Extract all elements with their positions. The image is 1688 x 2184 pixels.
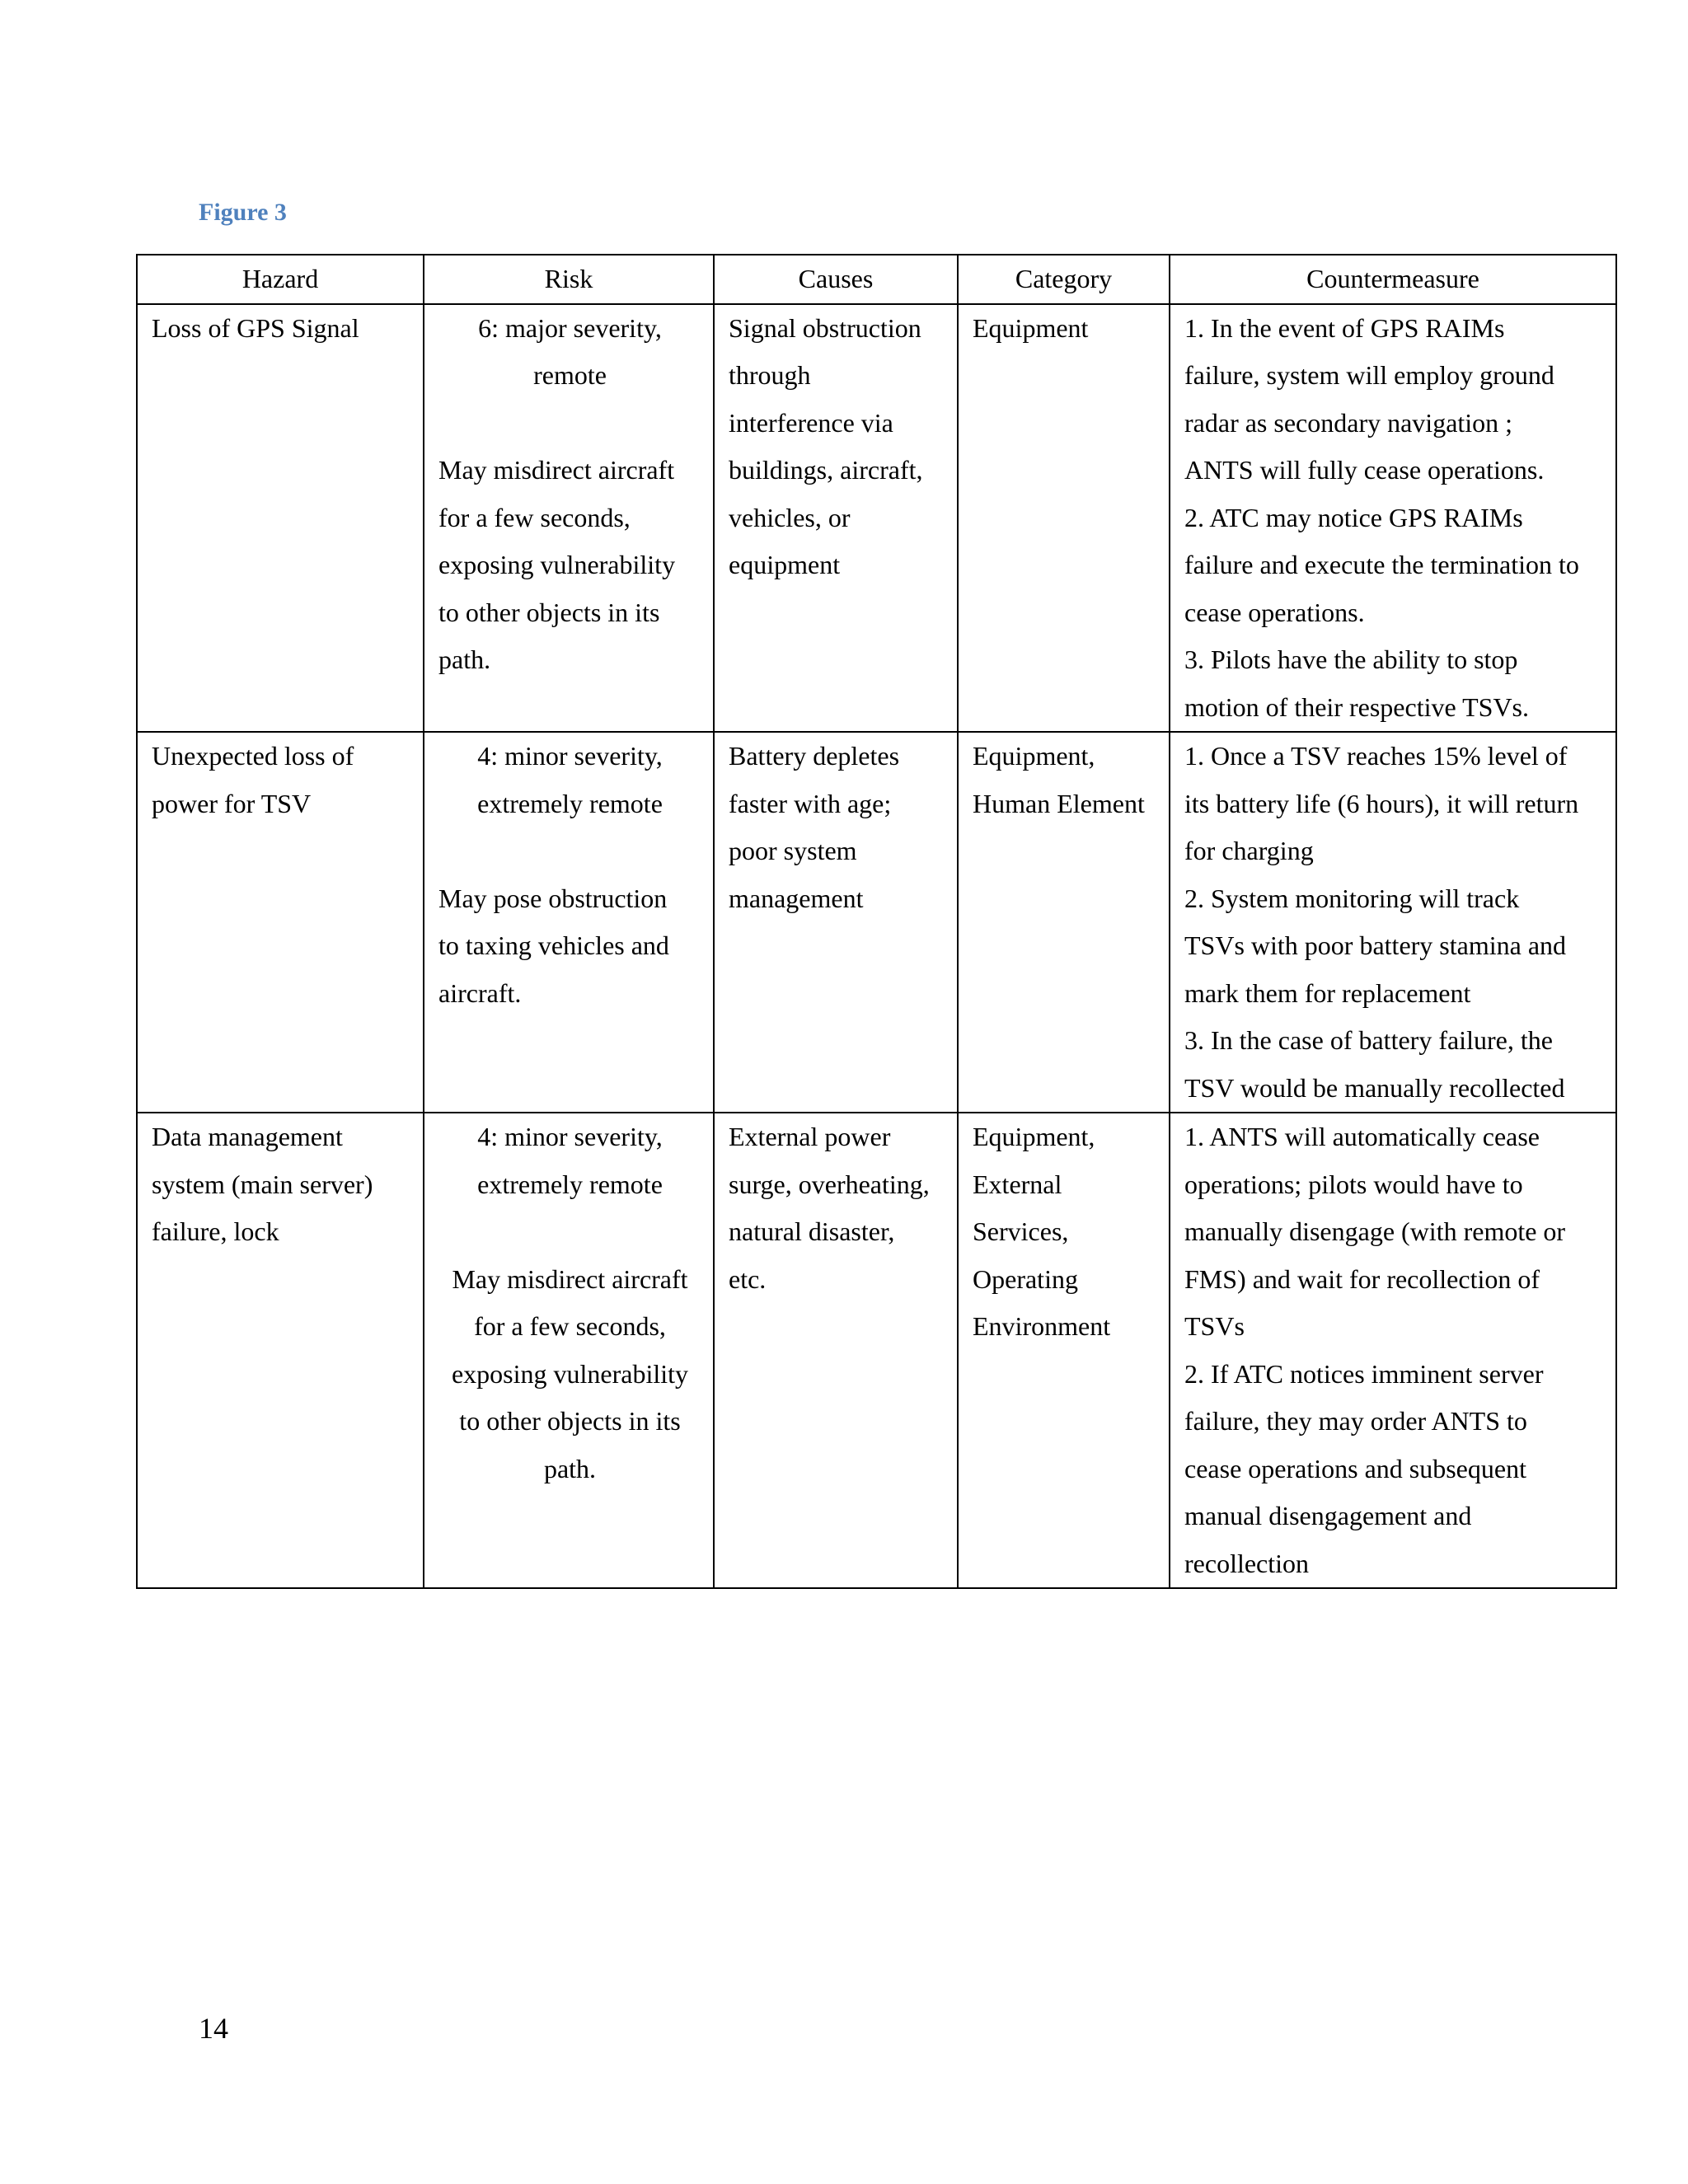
- cell-category: [958, 732, 1170, 1113]
- cell-line: operations; pilots would have to: [1184, 1169, 1523, 1199]
- cell-countermeasure: [1170, 1113, 1616, 1588]
- cell-line: for a few seconds,: [438, 502, 631, 532]
- cell-category: [958, 1113, 1170, 1588]
- cell-line: surge, overheating,: [729, 1169, 930, 1199]
- cell-line: 4: minor severity,: [477, 741, 663, 771]
- cell-causes: [714, 1113, 958, 1588]
- cell-line: system (main server): [152, 1169, 373, 1199]
- cell-line: manual disengagement and: [1184, 1501, 1472, 1530]
- cell-line: External: [973, 1169, 1062, 1199]
- cell-line: FMS) and wait for recollection of: [1184, 1263, 1540, 1294]
- cell-line: poor system: [729, 836, 857, 865]
- cell-line: cease operations and subsequent: [1184, 1453, 1526, 1483]
- cell-line: [438, 400, 701, 448]
- cell-line: extremely remote: [477, 1169, 663, 1199]
- header-hazard: Hazard: [137, 255, 424, 304]
- cell-line: Data management: [152, 1122, 343, 1151]
- cell-line: exposing vulnerability: [451, 1358, 689, 1389]
- header-risk: Risk: [424, 255, 714, 304]
- cell-line: exposing vulnerability: [438, 550, 676, 579]
- cell-line: buildings, aircraft,: [729, 455, 923, 485]
- cell-risk: [424, 304, 714, 733]
- cell-line: External power: [729, 1122, 891, 1151]
- cell-line: path.: [438, 644, 491, 674]
- cell-line: Services,: [973, 1216, 1069, 1246]
- cell-line: interference via: [729, 407, 893, 438]
- header-countermeasure: Countermeasure: [1170, 255, 1616, 304]
- cell-line: to other objects in its: [459, 1406, 681, 1436]
- cell-line: to other objects in its: [438, 597, 660, 627]
- cell-line: manually disengage (with remote or: [1184, 1216, 1566, 1246]
- cell-line: failure, lock: [152, 1216, 279, 1246]
- cell-line: 1. ANTS will automatically cease: [1184, 1122, 1540, 1151]
- cell-causes: [714, 732, 958, 1113]
- cell-line: 3. Pilots have the ability to stop: [1184, 644, 1518, 674]
- cell-line: failure and execute the termination to: [1184, 550, 1579, 579]
- cell-line: radar as secondary navigation ;: [1184, 407, 1513, 438]
- cell-line: 3. In the case of battery failure, the: [1184, 1025, 1553, 1055]
- cell-line: Human Element: [973, 788, 1145, 818]
- cell-category: [958, 304, 1170, 733]
- cell-line: Equipment,: [973, 1122, 1095, 1151]
- cell-line: faster with age;: [729, 788, 892, 818]
- cell-line: TSV would be manually recollected: [1184, 1072, 1565, 1103]
- cell-line: Signal obstruction: [729, 312, 921, 343]
- cell-line: Equipment,: [973, 741, 1095, 771]
- cell-line: 6: major severity,: [478, 312, 662, 343]
- cell-countermeasure: [1170, 304, 1616, 733]
- cell-hazard: [137, 732, 424, 1113]
- cell-line: motion of their respective TSVs.: [1184, 691, 1529, 722]
- cell-line: Battery depletes: [729, 741, 900, 771]
- table-header-row: [137, 255, 1616, 304]
- cell-risk: [424, 1113, 714, 1588]
- cell-line: May misdirect aircraft: [452, 1263, 688, 1294]
- cell-line: 1. In the event of GPS RAIMs: [1184, 312, 1505, 343]
- cell-countermeasure: [1170, 732, 1616, 1113]
- cell-line: [438, 1208, 701, 1256]
- hazard-table: [136, 254, 1617, 1589]
- cell-line: 2. System monitoring will track: [1184, 883, 1520, 913]
- table-row: [137, 732, 1616, 1113]
- cell-line: Operating: [973, 1263, 1078, 1294]
- cell-line: ANTS will fully cease operations.: [1184, 455, 1545, 485]
- table-row: [137, 1113, 1616, 1588]
- cell-line: Environment: [973, 1311, 1111, 1341]
- cell-line: Loss of GPS Signal: [152, 312, 359, 343]
- cell-line: 2. If ATC notices imminent server: [1184, 1358, 1544, 1389]
- cell-line: mark them for replacement: [1184, 977, 1471, 1008]
- cell-hazard: [137, 304, 424, 733]
- cell-line: [438, 827, 701, 875]
- figure-caption: Figure 3: [199, 199, 287, 226]
- cell-line: remote: [533, 360, 607, 390]
- cell-line: through: [729, 360, 811, 390]
- cell-line: vehicles, or: [729, 502, 851, 532]
- cell-line: 2. ATC may notice GPS RAIMs: [1184, 502, 1523, 532]
- cell-line: recollection: [1184, 1548, 1310, 1578]
- cell-line: May misdirect aircraft: [438, 455, 675, 485]
- cell-line: aircraft.: [438, 977, 522, 1008]
- cell-line: equipment: [729, 550, 841, 579]
- cell-line: for a few seconds,: [474, 1311, 666, 1341]
- cell-hazard: [137, 1113, 424, 1588]
- cell-line: management: [729, 883, 864, 913]
- cell-line: cease operations.: [1184, 597, 1365, 627]
- cell-causes: [714, 304, 958, 733]
- cell-line: extremely remote: [477, 788, 663, 818]
- cell-line: to taxing vehicles and: [438, 930, 669, 960]
- cell-line: failure, system will employ ground: [1184, 360, 1554, 390]
- cell-line: 1. Once a TSV reaches 15% level of: [1184, 741, 1568, 771]
- header-causes: Causes: [714, 255, 958, 304]
- header-category: Category: [958, 255, 1170, 304]
- cell-line: etc.: [729, 1263, 767, 1294]
- cell-line: TSVs with poor battery stamina and: [1184, 930, 1567, 960]
- cell-line: its battery life (6 hours), it will return: [1184, 788, 1579, 818]
- table-row: [137, 304, 1616, 733]
- cell-line: natural disaster,: [729, 1216, 895, 1246]
- cell-line: TSVs: [1184, 1311, 1245, 1341]
- cell-line: failure, they may order ANTS to: [1184, 1406, 1527, 1436]
- cell-risk: [424, 732, 714, 1113]
- page-number: 14: [199, 2012, 228, 2045]
- cell-line: power for TSV: [152, 788, 312, 818]
- cell-line: May pose obstruction: [438, 883, 668, 913]
- cell-line: for charging: [1184, 836, 1314, 865]
- cell-line: Unexpected loss of: [152, 741, 354, 771]
- cell-line: path.: [543, 1453, 597, 1483]
- cell-line: Equipment: [973, 312, 1089, 343]
- cell-line: 4: minor severity,: [477, 1122, 663, 1151]
